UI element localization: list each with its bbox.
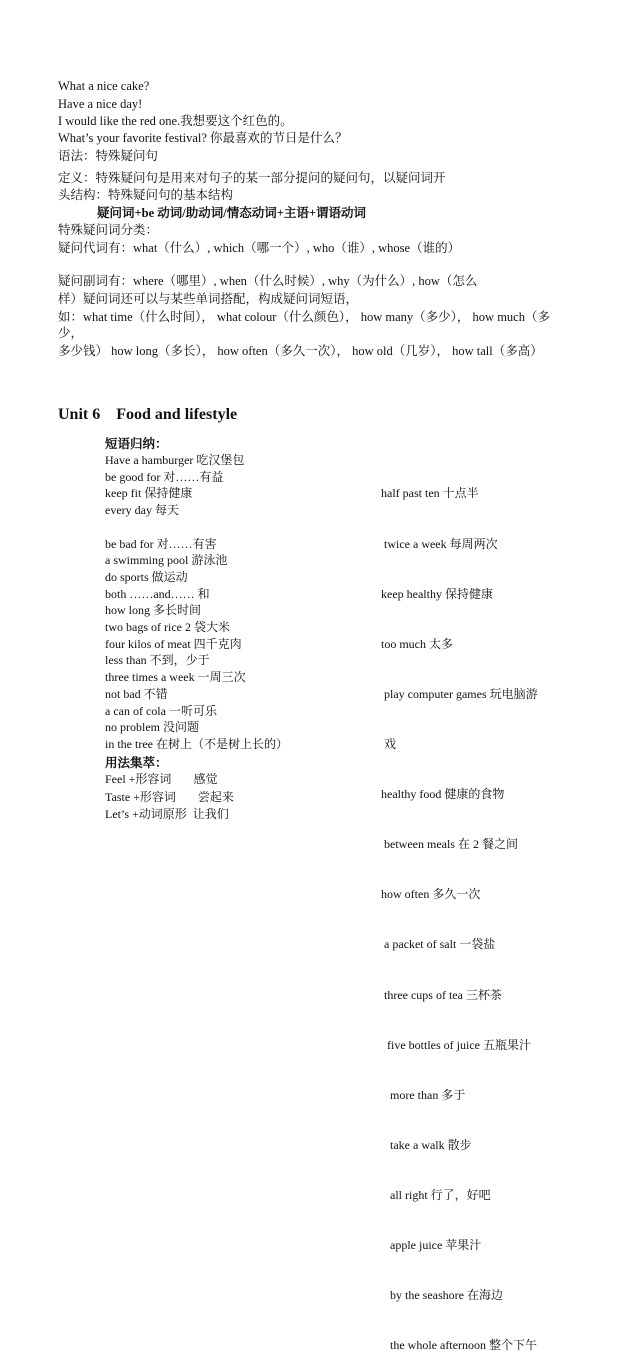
usage-item bbox=[105, 771, 217, 788]
phrase-item: healthy food 健康的食物 bbox=[381, 787, 505, 802]
usage-meaning: 感觉 bbox=[193, 772, 218, 786]
phrase-item-blank bbox=[105, 519, 288, 536]
structure-line: 头结构：特殊疑问句的基本结构 bbox=[58, 188, 234, 202]
text-line: What’s your favorite festival? 你最喜欢的节日是什么？ bbox=[58, 131, 348, 145]
usage-meaning: 让我们 bbox=[192, 807, 229, 821]
text-line: I would like the red one.我想要这个红色的。 bbox=[58, 114, 293, 128]
usage-meaning: 尝起来 bbox=[197, 790, 234, 804]
interrogative-adverbs-line: 疑问副词有：where（哪里）, when（什么时候）, why（为什么）, how（怎么 bbox=[58, 274, 478, 288]
phrase-item: five bottles of juice 五瓶果汁 bbox=[381, 1037, 531, 1052]
phrase-item: three cups of tea 三杯茶 bbox=[381, 987, 502, 1002]
phrase-item: play computer games 玩电脑游 bbox=[384, 686, 538, 701]
phrase-item: not bad 不错 bbox=[105, 686, 168, 701]
phrases-heading: 短语归纳： bbox=[105, 437, 168, 451]
phrase-item: between meals 在 2 餐之间 bbox=[381, 837, 518, 852]
usage-heading: 用法集萃： bbox=[105, 756, 168, 770]
phrase-item: be bad for 对……有害 bbox=[105, 536, 217, 551]
phrase-item: how long 多长时间 bbox=[105, 603, 202, 618]
text-line: Have a nice day! bbox=[58, 97, 143, 111]
phrase-item: be good for 对……有益 bbox=[105, 469, 224, 484]
phrase-item: twice a week 每周两次 bbox=[381, 536, 498, 551]
examples-line: 如：what time（什么时间）， what colour（什么颜色）， how many（多少）， how much（多 bbox=[58, 310, 550, 324]
phrase-item: keep fit 保持健康 bbox=[105, 486, 193, 501]
phrase-item: a can of cola 一听可乐 bbox=[105, 703, 217, 718]
phrase-item: more than 多于 bbox=[381, 1087, 466, 1102]
usage-item bbox=[105, 806, 229, 823]
phrase-item: 戏 bbox=[384, 736, 397, 751]
phrase-item: four kilos of meat 四千克肉 bbox=[105, 636, 242, 651]
phrase-item: how often 多久一次 bbox=[381, 887, 481, 902]
phrase-item: take a walk 散步 bbox=[381, 1137, 472, 1152]
grammar-heading: 语法：特殊疑问句 bbox=[58, 149, 159, 163]
text-line: What a nice cake? bbox=[58, 79, 150, 93]
phrase-item: both ……and…… 和 bbox=[105, 586, 210, 601]
phrase-item: too much 太多 bbox=[381, 636, 453, 651]
phrase-item: a swimming pool 游泳池 bbox=[105, 553, 228, 568]
phrase-item: less than 不到，少于 bbox=[105, 653, 210, 668]
phrase-item: half past ten 十点半 bbox=[381, 486, 479, 501]
definition-line: 定义：特殊疑问句是用来对句子的某一部分提问的疑问句，以疑问词开 bbox=[58, 171, 446, 185]
phrase-item: all right 行了，好吧 bbox=[381, 1187, 491, 1202]
text-line: 少， bbox=[58, 326, 84, 340]
usage-pattern: Let’s +动词原形 bbox=[105, 807, 187, 821]
phrase-item: by the seashore 在海边 bbox=[381, 1288, 503, 1303]
phrase-item: three times a week 一周三次 bbox=[105, 670, 246, 685]
phrase-item: in the tree 在树上（不是树上长的） bbox=[105, 736, 288, 751]
usage-item bbox=[105, 789, 234, 806]
phrase-item: two bags of rice 2 袋大米 bbox=[105, 620, 230, 635]
phrase-list-right bbox=[381, 452, 538, 1371]
phrase-item: a packet of salt 一袋盐 bbox=[381, 937, 496, 952]
classification-heading: 特殊疑问词分类： bbox=[58, 223, 159, 237]
phrase-item: keep healthy 保持健康 bbox=[381, 586, 493, 601]
phrase-item: the whole afternoon 整个下午 bbox=[381, 1338, 537, 1353]
unit-title: Unit 6 Food and lifestyle bbox=[58, 406, 238, 423]
phrase-item: every day 每天 bbox=[105, 503, 179, 518]
usage-pattern: Feel +形容词 bbox=[105, 772, 172, 786]
phrase-list-left bbox=[105, 452, 288, 753]
phrase-item: Have a hamburger 吃汉堡包 bbox=[105, 453, 245, 467]
text-line: 样）疑问词还可以与某些单词搭配，构成疑问词短语， bbox=[58, 292, 359, 306]
examples-line: 多少钱） how long（多长）， how often（多久一次）， how old（几岁）， how tall（多高） bbox=[58, 344, 543, 358]
phrase-item: apple juice 苹果汁 bbox=[381, 1238, 482, 1253]
interrogative-pronouns-line: 疑问代词有：what（什么）, which（哪一个）, who（谁）, whose（谁的） bbox=[58, 241, 461, 255]
structure-formula: 疑问词+be 动词/助动词/情态动词+主语+谓语动词 bbox=[97, 206, 366, 220]
phrase-item: do sports 做运动 bbox=[105, 569, 188, 584]
phrase-item: no problem 没问题 bbox=[105, 720, 199, 735]
usage-pattern: Taste +形容词 bbox=[105, 790, 176, 804]
